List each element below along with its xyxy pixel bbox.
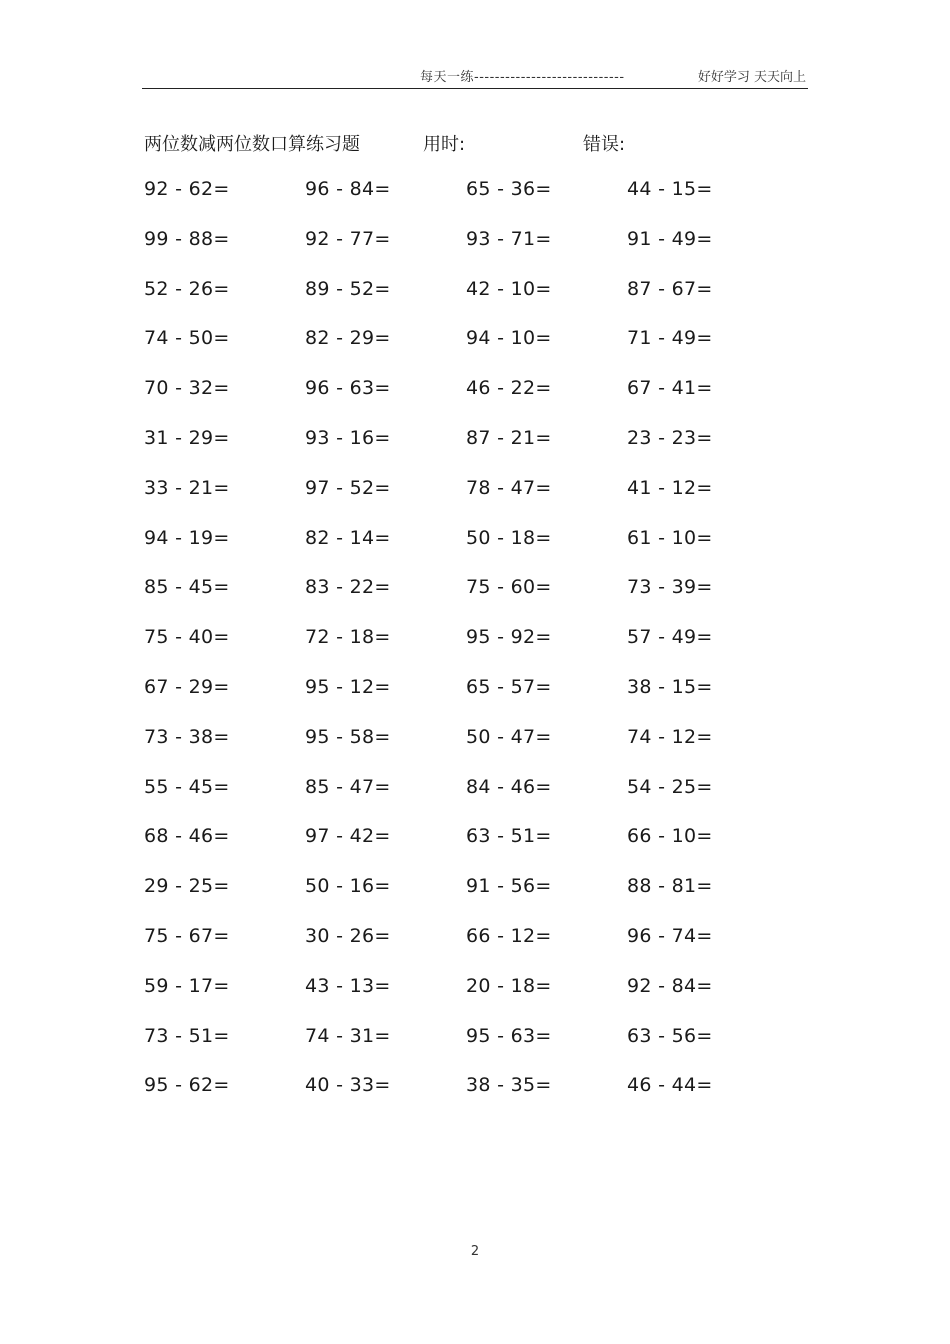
problem-row: [144, 975, 804, 1025]
page-number: 2: [470, 1244, 480, 1259]
problem-item: 93 - 71=: [466, 227, 552, 250]
problem-item: 92 - 62=: [144, 178, 230, 200]
worksheet-title-row: [144, 130, 804, 156]
problem-item: 96 - 63=: [305, 377, 391, 400]
problem-item: 75 - 67=: [144, 924, 230, 947]
problem-row: [144, 676, 804, 726]
problem-item: 57 - 49=: [627, 626, 713, 649]
problem-item: 46 - 22=: [466, 377, 552, 400]
problem-row: [144, 527, 804, 577]
problem-row: [144, 278, 804, 328]
header-right-text: 好好学习 天天向上: [697, 70, 806, 85]
problem-item: 23 - 23=: [627, 426, 713, 449]
problem-item: 67 - 29=: [144, 675, 230, 698]
problem-item: 55 - 45=: [144, 775, 230, 798]
problem-item: 92 - 77=: [305, 227, 391, 250]
problem-item: 92 - 84=: [627, 974, 713, 997]
problem-item: 61 - 10=: [627, 526, 713, 549]
problem-item: 99 - 88=: [144, 227, 230, 250]
problem-item: 74 - 50=: [144, 327, 230, 350]
problem-item: 52 - 26=: [144, 277, 230, 300]
problem-item: 31 - 29=: [144, 426, 230, 449]
problem-row: [144, 1074, 804, 1124]
worksheet-title: 两位数减两位数口算练习题: [144, 134, 360, 155]
problem-item: 97 - 52=: [305, 476, 391, 499]
problem-item: 91 - 56=: [466, 875, 552, 898]
problem-item: 65 - 36=: [466, 178, 552, 200]
problem-item: 72 - 18=: [305, 626, 391, 649]
problem-row: [144, 178, 804, 228]
problem-item: 66 - 10=: [627, 825, 713, 848]
problem-item: 82 - 14=: [305, 526, 391, 549]
problem-item: 68 - 46=: [144, 825, 230, 848]
problem-item: 93 - 16=: [305, 426, 391, 449]
problem-item: 44 - 15=: [627, 178, 713, 200]
problem-row: [144, 228, 804, 278]
problem-item: 96 - 74=: [627, 924, 713, 947]
problem-item: 29 - 25=: [144, 875, 230, 898]
problem-item: 38 - 35=: [466, 1074, 552, 1097]
problem-item: 96 - 84=: [305, 178, 391, 200]
problem-item: 38 - 15=: [627, 675, 713, 698]
problem-item: 95 - 12=: [305, 675, 391, 698]
page-header: [142, 66, 808, 88]
problem-item: 73 - 51=: [144, 1024, 230, 1047]
problem-item: 50 - 47=: [466, 725, 552, 748]
problem-item: 71 - 49=: [627, 327, 713, 350]
problem-item: 84 - 46=: [466, 775, 552, 798]
problem-item: 74 - 31=: [305, 1024, 391, 1047]
problem-row: [144, 576, 804, 626]
problem-row: [144, 427, 804, 477]
problem-row: [144, 626, 804, 676]
problem-item: 59 - 17=: [144, 974, 230, 997]
problem-item: 30 - 26=: [305, 924, 391, 947]
problem-item: 85 - 45=: [144, 576, 230, 599]
problem-item: 66 - 12=: [466, 924, 552, 947]
problem-item: 50 - 16=: [305, 875, 391, 898]
problem-item: 94 - 10=: [466, 327, 552, 350]
problem-item: 78 - 47=: [466, 476, 552, 499]
problem-row: [144, 1025, 804, 1075]
error-label: 错误:: [583, 134, 626, 155]
problem-item: 43 - 13=: [305, 974, 391, 997]
problem-item: 95 - 63=: [466, 1024, 552, 1047]
header-divider: [142, 88, 808, 89]
problem-item: 94 - 19=: [144, 526, 230, 549]
problem-item: 75 - 60=: [466, 576, 552, 599]
problem-item: 67 - 41=: [627, 377, 713, 400]
problem-row: [144, 776, 804, 826]
problem-item: 50 - 18=: [466, 526, 552, 549]
problem-item: 63 - 51=: [466, 825, 552, 848]
problem-item: 91 - 49=: [627, 227, 713, 250]
problem-item: 88 - 81=: [627, 875, 713, 898]
problem-item: 85 - 47=: [305, 775, 391, 798]
problem-item: 74 - 12=: [627, 725, 713, 748]
problem-item: 63 - 56=: [627, 1024, 713, 1047]
problem-item: 95 - 92=: [466, 626, 552, 649]
problem-item: 89 - 52=: [305, 277, 391, 300]
problem-item: 75 - 40=: [144, 626, 230, 649]
problem-item: 95 - 62=: [144, 1074, 230, 1097]
problem-item: 82 - 29=: [305, 327, 391, 350]
problem-item: 42 - 10=: [466, 277, 552, 300]
problem-row: [144, 327, 804, 377]
problem-row: [144, 825, 804, 875]
problem-row: [144, 726, 804, 776]
problem-item: 20 - 18=: [466, 974, 552, 997]
problem-row: [144, 477, 804, 527]
problem-item: 97 - 42=: [305, 825, 391, 848]
problem-item: 95 - 58=: [305, 725, 391, 748]
problem-item: 54 - 25=: [627, 775, 713, 798]
problem-row: [144, 377, 804, 427]
problem-item: 87 - 67=: [627, 277, 713, 300]
time-label: 用时:: [423, 134, 466, 155]
problem-item: 73 - 38=: [144, 725, 230, 748]
problem-row: [144, 925, 804, 975]
problem-item: 73 - 39=: [627, 576, 713, 599]
problem-item: 70 - 32=: [144, 377, 230, 400]
problem-item: 87 - 21=: [466, 426, 552, 449]
problem-item: 40 - 33=: [305, 1074, 391, 1097]
header-left-text: 每天一练-----------------------------: [420, 70, 625, 85]
problem-item: 46 - 44=: [627, 1074, 713, 1097]
problem-grid: [144, 178, 804, 1124]
problem-item: 65 - 57=: [466, 675, 552, 698]
problem-row: [144, 875, 804, 925]
problem-item: 83 - 22=: [305, 576, 391, 599]
problem-item: 33 - 21=: [144, 476, 230, 499]
problem-item: 41 - 12=: [627, 476, 713, 499]
